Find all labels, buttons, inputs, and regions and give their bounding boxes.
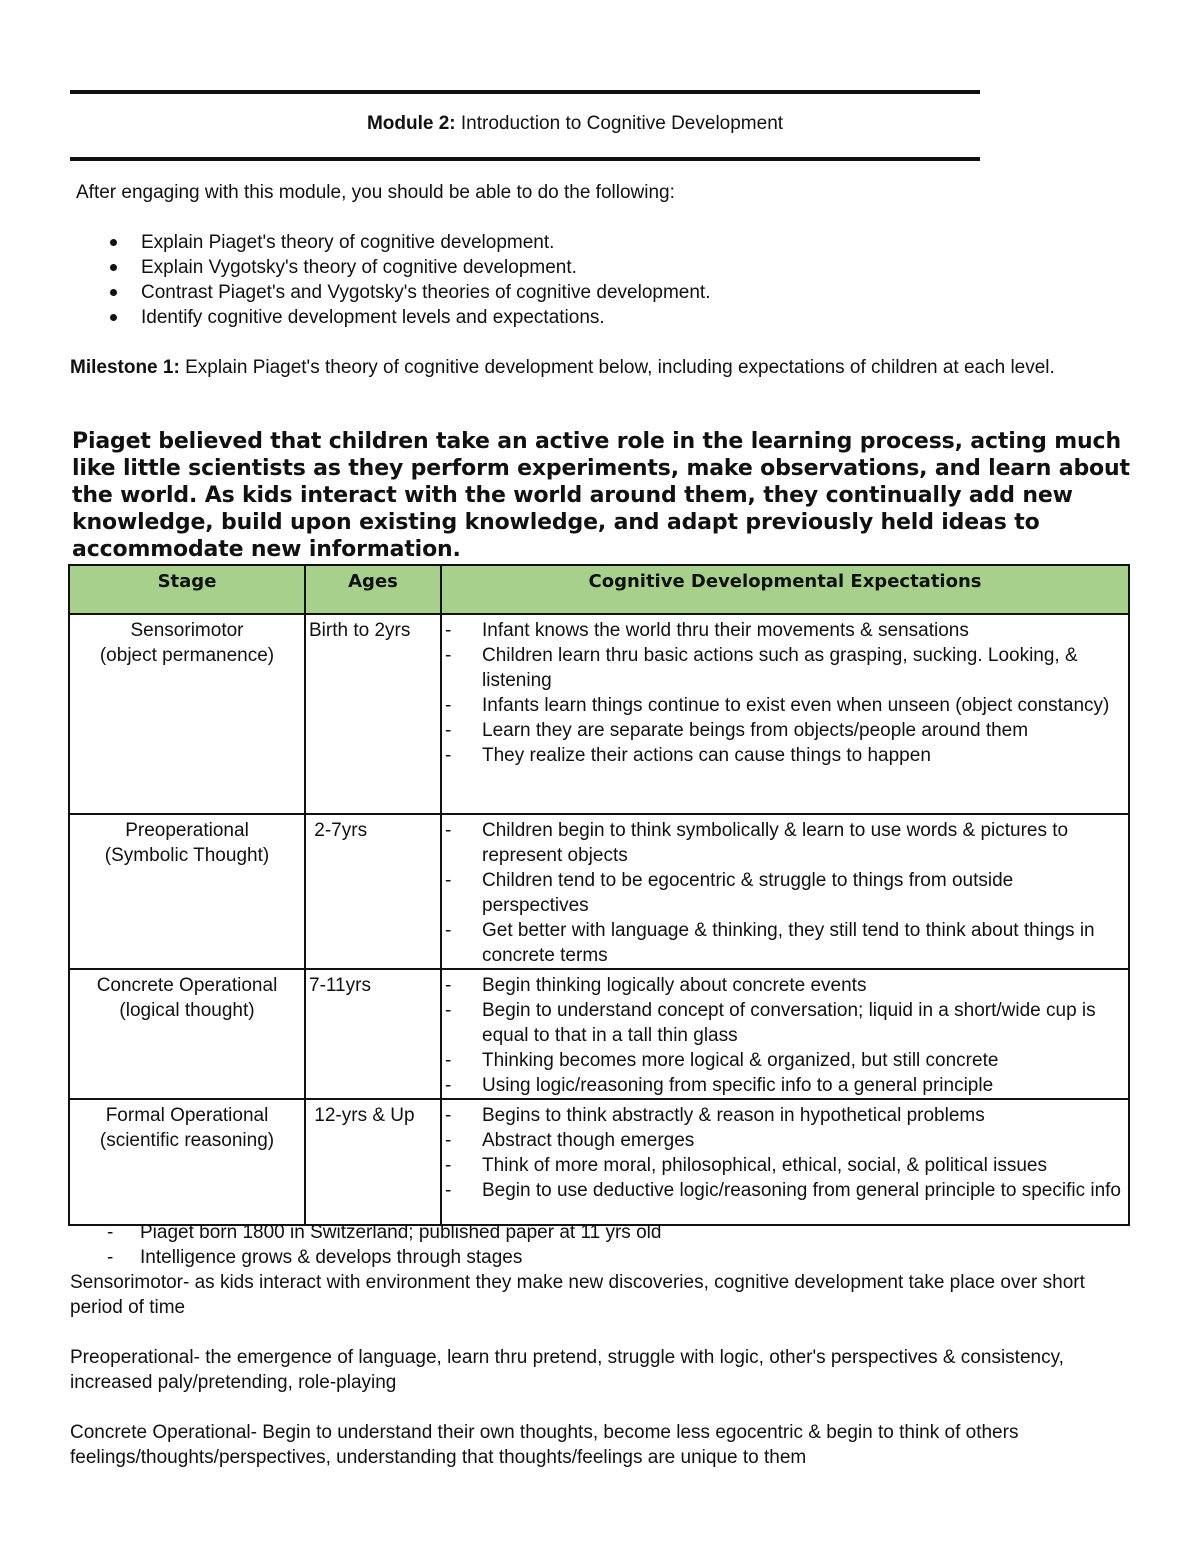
stage-sub: (logical thought): [119, 1000, 255, 1021]
stage-name: Preoperational: [125, 820, 249, 841]
stage-cell: [69, 969, 305, 1099]
table-row: [69, 969, 1129, 1099]
bullet-icon: [110, 289, 117, 296]
header-stage: Stage: [69, 565, 305, 614]
table-header-row: [69, 565, 1129, 614]
expectation-item: - Get better with language & thinking, they still tend to think about things in concrete terms: [445, 920, 1095, 966]
table-row: [69, 1099, 1129, 1225]
module-label: Module 2:: [366, 113, 456, 134]
note-bullet: - Intelligence grows & develops through stages: [107, 1247, 523, 1268]
bullet-icon: [110, 314, 117, 321]
note-sensorimotor: Sensorimotor- as kids interact with environment they make new discoveries, cognitive development take place over short period of time: [70, 1272, 1085, 1318]
intro-text: After engaging with this module, you should be able to do the following:: [76, 182, 675, 203]
stages-table: [68, 564, 1130, 1226]
table-row: [69, 614, 1129, 814]
age-cell: 7-11yrs: [305, 969, 441, 1099]
note-concrete: Concrete Operational- Begin to understand their own thoughts, become less egocentric & begin to think of others feelings/thoughts/perspectives, understanding that thoughts/feelings are unique to them: [70, 1422, 1019, 1468]
stage-sub: (object permanence): [99, 645, 275, 666]
objective-item: Explain Piaget's theory of cognitive development.: [110, 230, 710, 255]
header-ages: Ages: [305, 565, 441, 614]
expectation-item: - Children begin to think symbolically & learn to use words & pictures to represent objects: [445, 820, 1069, 866]
expectations-cell: [441, 814, 1129, 969]
stage-cell: [69, 614, 305, 814]
expectation-item: - Think of more moral, philosophical, ethical, social, & political issues: [445, 1155, 1047, 1176]
expectation-item: - They realize their actions can cause things to happen: [445, 745, 931, 766]
module-title: [70, 113, 1080, 135]
expectation-item: - Children learn thru basic actions such as grasping, sucking. Looking, & listening: [445, 645, 1078, 691]
expectation-item: - Abstract though emerges: [445, 1130, 695, 1151]
header-expectations: Cognitive Developmental Expectations: [441, 565, 1129, 614]
expectation-item: - Begin to use deductive logic/reasoning from general principle to specific info: [445, 1180, 1121, 1201]
age-cell: 2-7yrs: [305, 814, 441, 969]
bullet-icon: [110, 264, 117, 271]
table-row: [69, 814, 1129, 969]
module-name: Introduction to Cognitive Development: [460, 113, 784, 134]
answer-paragraph: Piaget believed that children take an active role in the learning process, acting much like little scientists as they perform experiments, make observations, and learn about the world. As kids interact with the world around them, they continually add new knowledge, build upon existing knowledge, and adapt previously held ideas to accommodate new information.: [72, 429, 1130, 562]
expectation-item: - Thinking becomes more logical & organized, but still concrete: [445, 1050, 999, 1071]
stage-name: Concrete Operational: [96, 975, 278, 996]
stage-sub: (Symbolic Thought): [104, 845, 270, 866]
objective-item: Explain Vygotsky's theory of cognitive development.: [110, 255, 710, 280]
expectation-item: - Begin thinking logically about concrete events: [445, 975, 867, 996]
notes-section: [70, 1220, 1110, 1470]
note-preoperational: Preoperational- the emergence of language, learn thru pretend, struggle with logic, other's perspectives & consistency, increased paly/pretending, role-playing: [70, 1347, 1064, 1393]
expectation-item: - Learn they are separate beings from objects/people around them: [445, 720, 1029, 741]
age-cell: 12-yrs & Up: [305, 1099, 441, 1225]
age-cell: Birth to 2yrs: [305, 614, 441, 814]
expectation-item: - Begins to think abstractly & reason in hypothetical problems: [445, 1105, 985, 1126]
stage-cell: [69, 814, 305, 969]
objective-item: Identify cognitive development levels and expectations.: [110, 305, 710, 330]
stage-cell: [69, 1099, 305, 1225]
objectives-list: [110, 230, 710, 330]
note-bullet: - Piaget born 1800 in Switzerland; published paper at 11 yrs old: [107, 1222, 662, 1243]
stage-sub: (scientific reasoning): [99, 1130, 275, 1151]
objective-item: Contrast Piaget's and Vygotsky's theories of cognitive development.: [110, 280, 710, 305]
expectation-item: - Infant knows the world thru their movements & sensations: [445, 620, 969, 641]
expectation-item: - Using logic/reasoning from specific info to a general principle: [445, 1075, 994, 1096]
stage-name: Formal Operational: [105, 1105, 269, 1126]
bottom-rule: [70, 157, 980, 161]
top-rule: [70, 90, 980, 94]
expectation-item: - Begin to understand concept of conversation; liquid in a short/wide cup is equal to that in a tall thin glass: [445, 1000, 1096, 1046]
expectation-item: - Children tend to be egocentric & struggle to things from outside perspectives: [445, 870, 1014, 916]
bullet-icon: [110, 239, 117, 246]
milestone-text: Explain Piaget's theory of cognitive development below, including expectations of children at each level.: [185, 357, 1055, 378]
expectation-item: - Infants learn things continue to exist even when unseen (object constancy): [445, 695, 1110, 716]
milestone-label: Milestone 1:: [70, 357, 180, 378]
milestone-prompt: [70, 355, 1110, 380]
expectations-cell: [441, 614, 1129, 814]
stage-name: Sensorimotor: [130, 620, 244, 641]
expectations-cell: [441, 969, 1129, 1099]
expectations-cell: [441, 1099, 1129, 1225]
